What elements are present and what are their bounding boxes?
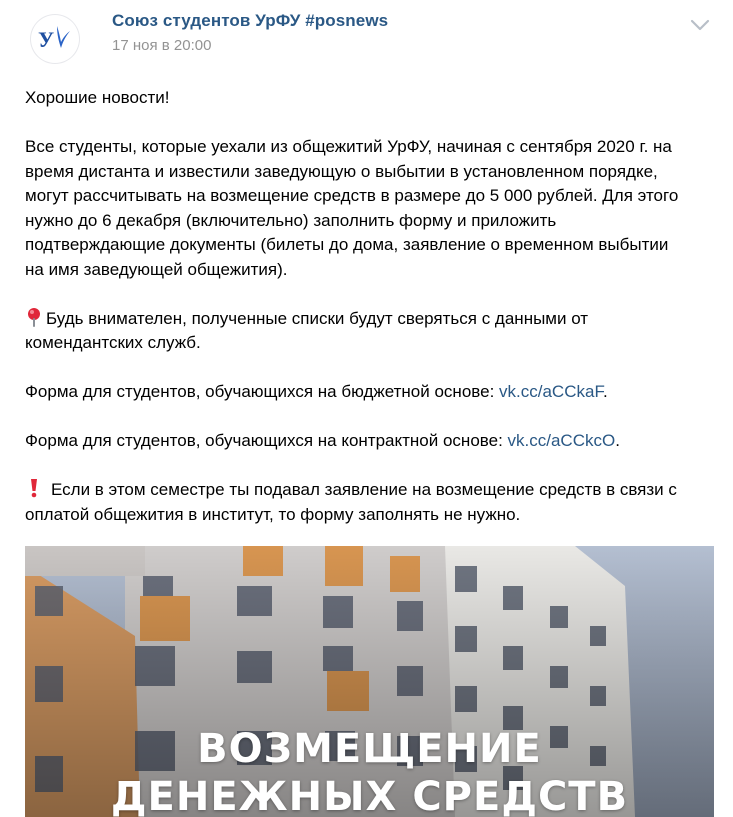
- post-paragraph-main: [25, 135, 725, 282]
- post-paragraph-note: [25, 478, 725, 527]
- exclamation-icon: [25, 478, 43, 498]
- post-image[interactable]: [25, 546, 714, 817]
- chevron-down-icon[interactable]: [688, 14, 712, 36]
- text-line: могут рассчитывать на возмещение средств в размере до 5 000 рублей. Для этого: [25, 186, 679, 205]
- text-end: .: [615, 431, 620, 450]
- image-caption-line-2: ДЕНЕЖНЫХ СРЕДСТВ: [110, 774, 629, 817]
- text-line: время дистанта и известили заведующую о выбытии в установленном порядке,: [25, 161, 658, 181]
- post-paragraph-contract-form: [25, 429, 725, 454]
- post-text: [25, 86, 725, 527]
- text-end: .: [602, 382, 608, 401]
- post-paragraph-greeting: Хорошие новости!: [25, 88, 170, 107]
- text-line: оплатой общежития в институт, то форму заполнять не нужно.: [25, 504, 521, 524]
- text-line: Форма для студентов, обучающихся на контрактной основе:: [25, 431, 508, 450]
- text-line: комендантских служб.: [25, 333, 201, 352]
- contract-form-link[interactable]: vk.cc/aCCkcO: [507, 431, 616, 450]
- text-line: нужно до 6 декабря (включительно) заполнить форму и приложить: [25, 210, 557, 230]
- text-line: Если в этом семестре ты подавал заявление на возмещение средств в связи с: [51, 480, 677, 499]
- post-author[interactable]: Союз студентов УрФУ #posnews: [112, 11, 389, 30]
- budget-form-link[interactable]: vk.cc/aCCkaF: [499, 382, 603, 401]
- text-line: Форма для студентов, обучающихся на бюджетной основе:: [25, 382, 500, 401]
- image-caption-line-1: ВОЗМЕЩЕНИЕ: [197, 726, 542, 772]
- text-line: на имя заведующей общежития).: [25, 259, 288, 279]
- post-paragraph-budget-form: [25, 380, 725, 405]
- text-line: Будь внимателен, полученные списки будут сверяться с данными от: [46, 308, 589, 328]
- text-line: Все студенты, которые уехали из общежитий УрФУ, начиная с сентября 2020 г. на: [25, 137, 672, 156]
- pushpin-icon: [25, 307, 43, 327]
- post-header: [0, 0, 733, 80]
- text-line: подтверждающие документы (билеты до дома, заявление о временном выбытии: [25, 235, 669, 254]
- post-paragraph-warning: [25, 307, 725, 356]
- svg-text:У: У: [38, 27, 55, 52]
- urfu-logo-icon[interactable]: [30, 14, 80, 64]
- post-date[interactable]: 17 ноя в 20:00: [112, 37, 212, 54]
